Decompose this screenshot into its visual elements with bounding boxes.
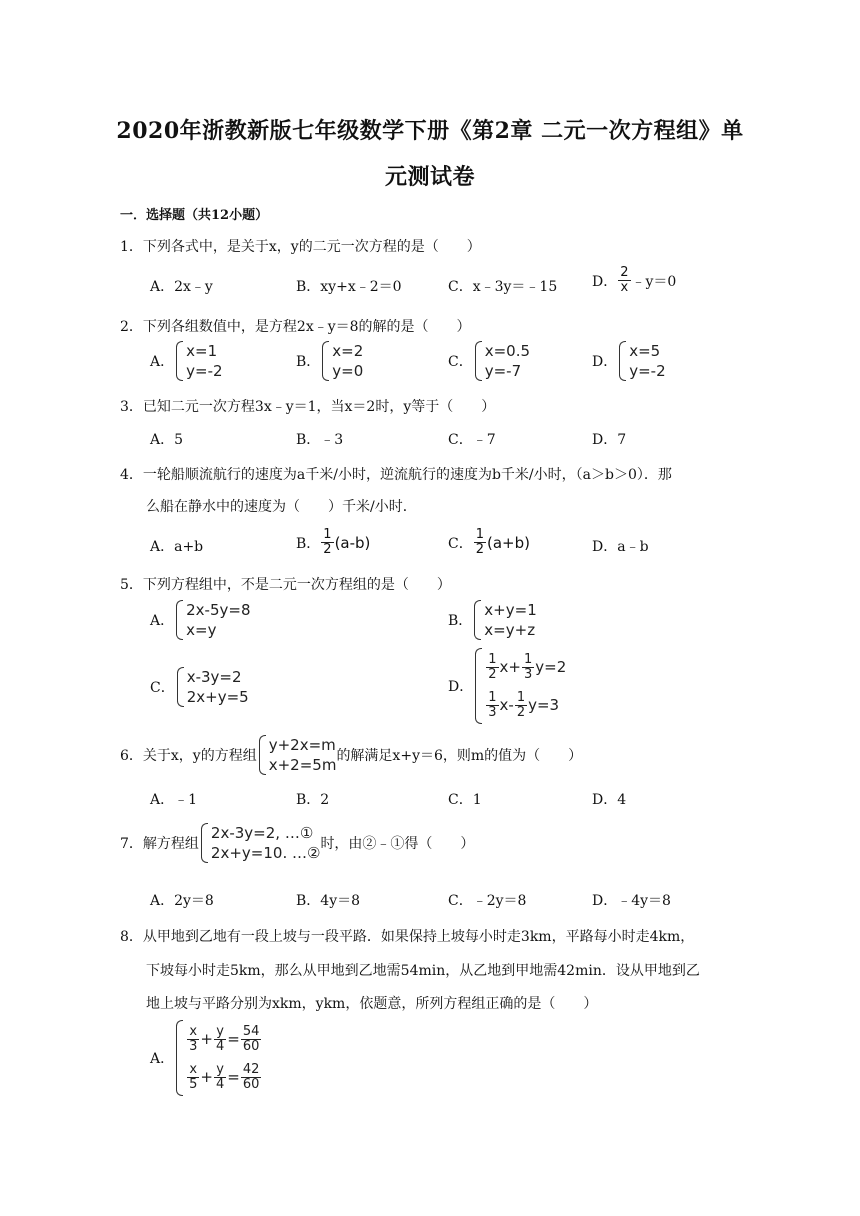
q5-d-frac1-num: 1 [488,651,497,667]
q4-option-c [448,528,530,557]
q8-a-label: A． [150,1051,175,1067]
q6-system-line1: y+2x=m [268,736,336,754]
q8-r2-plus: + [200,1068,213,1086]
q2-option-c [448,341,530,381]
doc-title-line2: 元测试卷 [384,164,475,190]
q5-d-frac3-num: 1 [488,689,497,705]
question-6-stem [120,735,582,775]
q6-stem-pre: 6．关于x，y的方程组 [120,748,257,764]
q3-option-d: D．7 [592,432,627,448]
q6-option-b: B．2 [296,792,330,808]
q2-option-d [592,341,666,381]
question-5-stem: 5．下列方程组中，不是二元一次方程组的是（ ） [120,577,451,593]
q6-system [259,735,337,775]
q5-d-frac1-den: 2 [488,666,497,682]
q5-option-a [150,600,251,640]
q5-d-frac3-den: 3 [488,704,497,720]
q5-c-line1: x-3y=2 [186,668,242,686]
q8-r1-plus: + [200,1030,213,1048]
q7-system [201,823,321,863]
q8-r1-eq: = [227,1030,240,1048]
q1-option-d-rest: ﹣y＝0 [631,273,677,290]
q6-stem-post: 的解满足x+y＝6，则m的值为（ ） [336,748,583,764]
q4-b-half-num: 1 [323,527,332,542]
q8-r1-d2: 4 [215,1038,225,1054]
q8-r2-n1: x [189,1061,198,1077]
q1-option-d-label: D． [592,273,618,290]
q4-option-a: A．a+b [150,539,204,555]
q8-r2-frac1 [187,1063,199,1092]
q7-option-d: D．﹣4y＝8 [592,893,671,909]
q1-fraction [618,266,630,295]
q4-c-half [474,528,486,557]
q8-r2-d1: 5 [189,1076,198,1092]
q2-b-line1: x=2 [332,342,364,360]
q5-d-line2 [485,686,566,724]
q5-b-line2: x=y+z [484,621,536,639]
q5-c-line2: 2x+y=5 [186,688,249,706]
q5-b-line1: x+y=1 [484,601,537,619]
q4-c-expr: (a+b) [487,533,530,552]
q5-c-system [177,667,249,707]
q5-d-frac2-num: 1 [523,651,533,667]
q2-d-line1: x=5 [629,342,661,360]
question-7-stem [120,823,474,863]
q1-option-c: C．x﹣3y＝﹣15 [448,279,558,295]
q8-r2-eq: = [227,1068,240,1086]
q8-r1-d1: 3 [189,1038,198,1054]
q2-c-system [475,341,530,381]
q5-a-system [176,600,250,640]
q1-option-d [592,266,676,295]
q5-a-label: A． [150,613,175,629]
q8-r1-d3: 60 [242,1038,260,1054]
q4-b-half-den: 2 [323,542,332,557]
q8-r2-d3: 60 [242,1076,260,1092]
q2-b-system [322,341,363,381]
q5-d-line2-x: x- [499,696,514,714]
q5-d-system [475,648,566,724]
q2-d-label: D． [592,354,618,370]
q7-option-b: B．4y＝8 [296,893,361,909]
q2-a-label: A． [150,354,175,370]
q5-d-frac4-num: 1 [516,689,526,705]
q5-d-label: D． [448,679,474,695]
q5-d-frac1 [486,653,498,682]
q7-stem-post: 时，由②﹣①得（ ） [320,836,475,852]
question-4-stem-line1: 4．一轮船顺流航行的速度为a千米/小时，逆流航行的速度为b千米/小时，（a＞b＞0）．那 [120,467,672,483]
q7-option-c: C．﹣2y＝8 [448,893,527,909]
q5-d-line2-y: y=3 [528,696,560,714]
q2-b-line2: y=0 [332,362,364,380]
q3-option-b: B．﹣3 [296,432,344,448]
q4-b-label: B． [296,535,321,552]
q6-option-c: C．1 [448,792,482,808]
q4-c-label: C． [448,535,473,552]
q5-d-line1-y: y=2 [535,658,567,676]
q3-option-a: A．5 [150,432,184,448]
q7-stem-pre: 7．解方程组 [120,836,199,852]
q2-option-a [150,341,223,381]
q4-option-d: D．a﹣b [592,539,649,555]
q7-option-a: A．2y＝8 [150,893,214,909]
q2-b-label: B． [296,354,321,370]
question-8-stem-line2: 下坡每小时走5km，那么从甲地到乙地需54min，从乙地到甲地需42min．设从甲地到乙 [146,963,700,979]
question-3-stem: 3．已知二元一次方程3x﹣y＝1，当x＝2时，y等于（ ） [120,399,496,415]
q5-option-d [448,648,566,724]
q2-a-line1: x=1 [186,342,218,360]
question-4-stem-line2: 么船在静水中的速度为（ ）千米/小时． [146,499,417,515]
q5-b-system [474,600,536,640]
section-heading: 一．选择题（共12小题） [120,208,269,223]
q8-r2-d2: 4 [215,1076,225,1092]
question-2-stem: 2．下列各组数值中，是方程2x﹣y＝8的解的是（ ） [120,319,471,335]
q5-d-line1 [485,648,566,686]
q5-option-c [150,667,249,707]
q4-c-half-den: 2 [475,542,484,557]
q8-a-row1 [186,1020,262,1058]
q8-a-system [176,1020,262,1096]
q5-d-frac3 [486,691,498,720]
q4-c-half-num: 1 [475,527,484,542]
q8-r2-n3: 42 [242,1061,260,1077]
q3-option-c: C．﹣7 [448,432,496,448]
q5-d-frac4 [515,691,527,720]
q8-r1-frac1 [187,1025,199,1054]
q8-r1-n3: 54 [242,1023,260,1039]
q8-r1-frac2 [214,1025,226,1054]
q2-c-line1: x=0.5 [484,342,531,360]
question-8-stem-line3: 地上坡与平路分别为xkm，ykm，依题意，所列方程组正确的是（ ） [146,996,598,1012]
q8-r1-n2: y [216,1023,224,1039]
q5-a-line1: 2x-5y=8 [186,601,251,619]
q4-b-expr: (a-b) [334,533,371,552]
q1-option-b: B．xy+x﹣2＝0 [296,279,402,295]
q1-frac-num: 2 [620,265,629,280]
q5-d-frac2-den: 3 [523,666,533,682]
q8-a-row2 [186,1058,262,1096]
q2-d-line2: y=-2 [629,362,666,380]
q5-d-frac4-den: 2 [516,704,526,720]
doc-title-line1: 2020年浙教新版七年级数学下册《第2章 二元一次方程组》单 [116,118,744,144]
q2-c-line2: y=-7 [484,362,522,380]
q7-system-line2: 2x+y=10. …② [210,844,321,862]
question-1-stem: 1．下列各式中，是关于x，y的二元一次方程的是（ ） [120,239,481,255]
q2-d-system [619,341,665,381]
q6-option-d: D．4 [592,792,627,808]
q5-b-label: B． [448,613,473,629]
q6-option-a: A．﹣1 [150,792,198,808]
q1-frac-den: x [620,280,629,295]
q8-r2-frac3 [241,1063,262,1092]
q2-option-b [296,341,363,381]
q8-r1-n1: x [189,1023,198,1039]
q4-b-half [321,528,333,557]
q8-r2-n2: y [216,1061,224,1077]
q2-c-label: C． [448,354,473,370]
q5-c-label: C． [150,680,175,696]
q1-option-a: A．2x﹣y [150,279,213,295]
q8-option-a [150,1020,262,1096]
q7-system-line1: 2x-3y=2, …① [210,824,314,842]
q5-d-line1-x: x+ [499,658,521,676]
q8-r2-frac2 [214,1063,226,1092]
q5-a-line2: x=y [186,621,217,639]
q2-a-system [176,341,222,381]
q5-option-b [448,600,537,640]
q8-r1-frac3 [241,1025,262,1054]
q2-a-line2: y=-2 [186,362,223,380]
question-8-stem-line1: 8．从甲地到乙地有一段上坡与一段平路．如果保持上坡每小时走3km，平路每小时走4km， [120,929,695,945]
q5-d-frac2 [522,653,534,682]
q4-option-b [296,528,370,557]
q6-system-line2: x+2=5m [268,756,337,774]
